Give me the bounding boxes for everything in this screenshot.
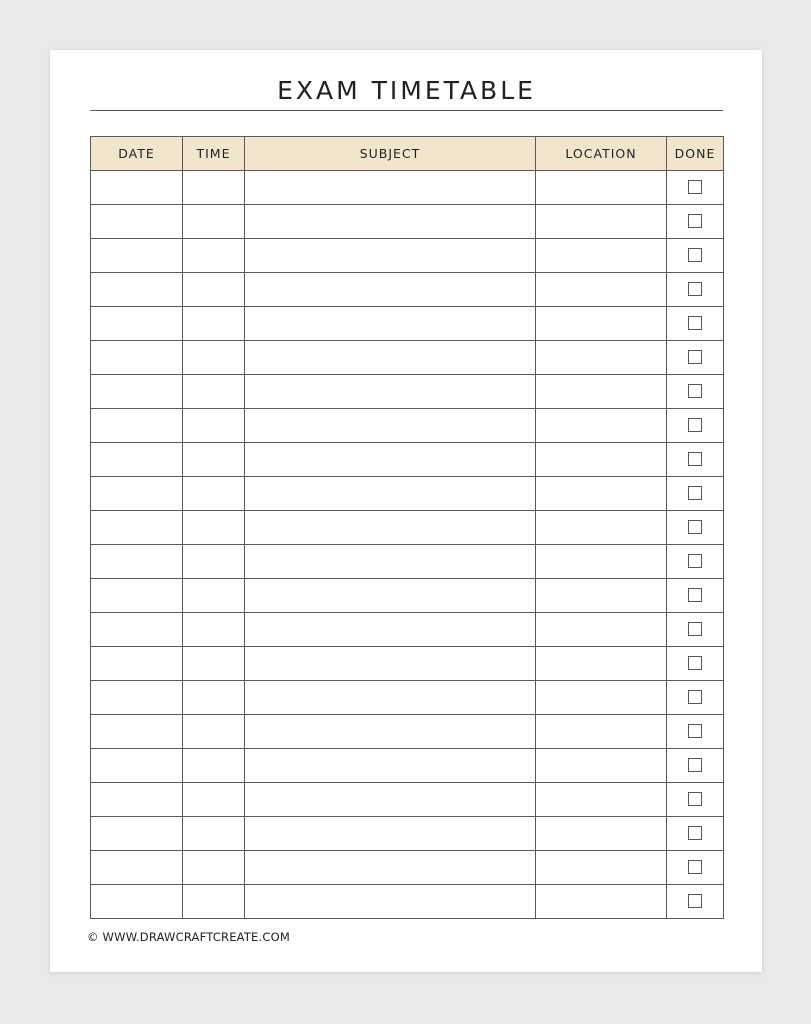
done-checkbox[interactable]: [688, 486, 702, 500]
done-cell: [667, 545, 724, 579]
done-checkbox[interactable]: [688, 350, 702, 364]
location-cell[interactable]: [536, 307, 667, 341]
table-row: [91, 579, 724, 613]
subject-cell[interactable]: [245, 171, 536, 205]
date-cell[interactable]: [91, 647, 183, 681]
done-checkbox[interactable]: [688, 690, 702, 704]
done-checkbox[interactable]: [688, 758, 702, 772]
time-cell[interactable]: [183, 205, 245, 239]
table-row: [91, 647, 724, 681]
date-cell[interactable]: [91, 783, 183, 817]
exam-timetable-table: [90, 136, 724, 919]
subject-cell[interactable]: [245, 273, 536, 307]
table-row: [91, 783, 724, 817]
subject-cell[interactable]: [245, 511, 536, 545]
date-cell[interactable]: [91, 579, 183, 613]
table-row: [91, 205, 724, 239]
location-cell[interactable]: [536, 783, 667, 817]
location-cell[interactable]: [536, 681, 667, 715]
done-checkbox[interactable]: [688, 656, 702, 670]
done-cell: [667, 273, 724, 307]
table-row: [91, 171, 724, 205]
time-cell[interactable]: [183, 171, 245, 205]
done-checkbox[interactable]: [688, 282, 702, 296]
time-cell[interactable]: [183, 443, 245, 477]
done-checkbox[interactable]: [688, 384, 702, 398]
time-cell[interactable]: [183, 647, 245, 681]
location-cell[interactable]: [536, 885, 667, 919]
title-divider: [90, 110, 723, 111]
table-row: [91, 681, 724, 715]
subject-cell[interactable]: [245, 579, 536, 613]
table-header-row: [91, 137, 724, 171]
date-cell[interactable]: [91, 341, 183, 375]
time-cell[interactable]: [183, 409, 245, 443]
table-row: [91, 749, 724, 783]
done-cell: [667, 851, 724, 885]
subject-cell[interactable]: [245, 715, 536, 749]
date-cell[interactable]: [91, 715, 183, 749]
location-cell[interactable]: [536, 545, 667, 579]
time-cell[interactable]: [183, 307, 245, 341]
time-cell[interactable]: [183, 239, 245, 273]
done-cell: [667, 511, 724, 545]
table-row: [91, 375, 724, 409]
date-cell[interactable]: [91, 817, 183, 851]
table-row: [91, 851, 724, 885]
done-cell: [667, 205, 724, 239]
subject-cell[interactable]: [245, 341, 536, 375]
date-cell[interactable]: [91, 749, 183, 783]
date-cell[interactable]: [91, 681, 183, 715]
done-checkbox[interactable]: [688, 792, 702, 806]
location-cell[interactable]: [536, 205, 667, 239]
time-cell[interactable]: [183, 817, 245, 851]
subject-cell[interactable]: [245, 647, 536, 681]
location-cell[interactable]: [536, 375, 667, 409]
table-body: [91, 171, 724, 919]
done-cell: [667, 375, 724, 409]
table-row: [91, 307, 724, 341]
date-cell[interactable]: [91, 375, 183, 409]
done-checkbox[interactable]: [688, 418, 702, 432]
done-checkbox[interactable]: [688, 622, 702, 636]
subject-cell[interactable]: [245, 851, 536, 885]
done-cell: [667, 749, 724, 783]
done-cell: [667, 477, 724, 511]
done-cell: [667, 613, 724, 647]
page-title: EXAM TIMETABLE: [277, 76, 536, 105]
date-cell[interactable]: [91, 477, 183, 511]
location-cell[interactable]: [536, 511, 667, 545]
date-cell[interactable]: [91, 443, 183, 477]
done-checkbox[interactable]: [688, 520, 702, 534]
done-cell: [667, 409, 724, 443]
time-cell[interactable]: [183, 851, 245, 885]
date-cell[interactable]: [91, 409, 183, 443]
location-cell[interactable]: [536, 817, 667, 851]
subject-cell[interactable]: [245, 817, 536, 851]
location-cell[interactable]: [536, 171, 667, 205]
time-cell[interactable]: [183, 375, 245, 409]
location-cell[interactable]: [536, 443, 667, 477]
table-row: [91, 239, 724, 273]
done-cell: [667, 715, 724, 749]
table-row: [91, 613, 724, 647]
done-checkbox[interactable]: [688, 452, 702, 466]
done-checkbox[interactable]: [688, 724, 702, 738]
date-cell[interactable]: [91, 239, 183, 273]
subject-cell[interactable]: [245, 477, 536, 511]
table-row: [91, 443, 724, 477]
subject-cell[interactable]: [245, 885, 536, 919]
subject-cell[interactable]: [245, 443, 536, 477]
time-cell[interactable]: [183, 511, 245, 545]
footer-copyright: © WWW.DRAWCRAFTCREATE.COM: [87, 930, 290, 944]
table-row: [91, 715, 724, 749]
subject-cell[interactable]: [245, 409, 536, 443]
table-row: [91, 511, 724, 545]
location-cell[interactable]: [536, 477, 667, 511]
table-row: [91, 885, 724, 919]
time-cell[interactable]: [183, 341, 245, 375]
done-checkbox[interactable]: [688, 554, 702, 568]
location-cell[interactable]: [536, 715, 667, 749]
subject-cell[interactable]: [245, 749, 536, 783]
printable-sheet: [50, 50, 762, 972]
done-cell: [667, 579, 724, 613]
table-row: [91, 477, 724, 511]
time-cell[interactable]: [183, 477, 245, 511]
subject-cell[interactable]: [245, 239, 536, 273]
date-cell[interactable]: [91, 171, 183, 205]
subject-cell[interactable]: [245, 205, 536, 239]
done-cell: [667, 681, 724, 715]
done-checkbox[interactable]: [688, 214, 702, 228]
done-cell: [667, 307, 724, 341]
time-cell[interactable]: [183, 545, 245, 579]
table-row: [91, 273, 724, 307]
location-cell[interactable]: [536, 341, 667, 375]
location-cell[interactable]: [536, 239, 667, 273]
column-header-done: DONE: [667, 137, 724, 171]
subject-cell[interactable]: [245, 545, 536, 579]
done-cell: [667, 817, 724, 851]
done-checkbox[interactable]: [688, 860, 702, 874]
table-row: [91, 545, 724, 579]
time-cell[interactable]: [183, 613, 245, 647]
location-cell[interactable]: [536, 749, 667, 783]
time-cell[interactable]: [183, 885, 245, 919]
done-checkbox[interactable]: [688, 248, 702, 262]
location-cell[interactable]: [536, 613, 667, 647]
table-row: [91, 817, 724, 851]
location-cell[interactable]: [536, 647, 667, 681]
done-cell: [667, 885, 724, 919]
time-cell[interactable]: [183, 579, 245, 613]
date-cell[interactable]: [91, 545, 183, 579]
time-cell[interactable]: [183, 783, 245, 817]
done-cell: [667, 443, 724, 477]
date-cell[interactable]: [91, 511, 183, 545]
subject-cell[interactable]: [245, 307, 536, 341]
column-header-subject: SUBJECT: [245, 137, 536, 171]
date-cell[interactable]: [91, 885, 183, 919]
done-checkbox[interactable]: [688, 588, 702, 602]
date-cell[interactable]: [91, 205, 183, 239]
column-header-time: TIME: [183, 137, 245, 171]
subject-cell[interactable]: [245, 613, 536, 647]
column-header-location: LOCATION: [536, 137, 667, 171]
date-cell[interactable]: [91, 851, 183, 885]
done-cell: [667, 341, 724, 375]
done-checkbox[interactable]: [688, 826, 702, 840]
location-cell[interactable]: [536, 851, 667, 885]
time-cell[interactable]: [183, 681, 245, 715]
location-cell[interactable]: [536, 273, 667, 307]
location-cell[interactable]: [536, 579, 667, 613]
table-row: [91, 409, 724, 443]
date-cell[interactable]: [91, 307, 183, 341]
column-header-date: DATE: [91, 137, 183, 171]
done-checkbox[interactable]: [688, 894, 702, 908]
subject-cell[interactable]: [245, 681, 536, 715]
table-row: [91, 341, 724, 375]
done-cell: [667, 647, 724, 681]
time-cell[interactable]: [183, 715, 245, 749]
done-checkbox[interactable]: [688, 316, 702, 330]
done-checkbox[interactable]: [688, 180, 702, 194]
done-cell: [667, 783, 724, 817]
subject-cell[interactable]: [245, 375, 536, 409]
date-cell[interactable]: [91, 613, 183, 647]
done-cell: [667, 171, 724, 205]
done-cell: [667, 239, 724, 273]
time-cell[interactable]: [183, 749, 245, 783]
location-cell[interactable]: [536, 409, 667, 443]
subject-cell[interactable]: [245, 783, 536, 817]
time-cell[interactable]: [183, 273, 245, 307]
date-cell[interactable]: [91, 273, 183, 307]
